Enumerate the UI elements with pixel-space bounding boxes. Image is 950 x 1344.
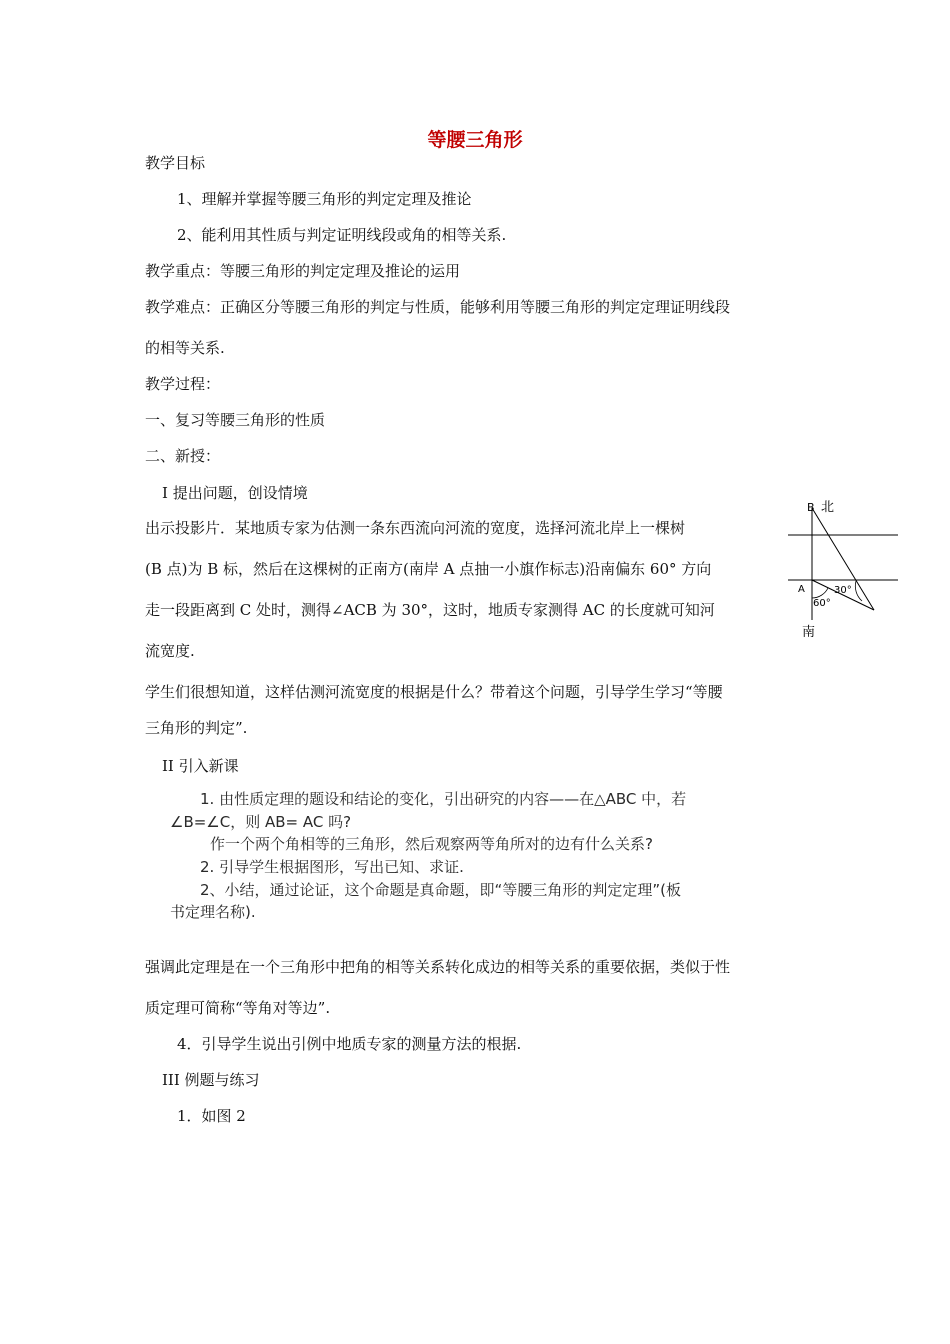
- section-heading-1: 一、复习等腰三角形的性质: [145, 411, 326, 429]
- label-south: 南: [802, 625, 816, 640]
- paragraph-1-line-2: (B 点)为 B 标，然后在这棵树的正南方(南岸 A 点抽一小旗作标志)沿南偏东 60° 方向: [145, 560, 712, 578]
- goals-heading: 教学目标: [145, 154, 206, 172]
- page-title: 等腰三角形: [427, 129, 523, 151]
- embedded-text-line-4: 2. 引导学生根据图形，写出已知、求证.: [200, 858, 464, 876]
- difficulty-line-1: 教学难点：正确区分等腰三角形的判定与性质，能够利用等腰三角形的判定定理证明线段: [145, 298, 731, 316]
- embedded-text-line-1: 1. 由性质定理的题设和结论的变化，引出研究的内容——在△ABC 中，若: [200, 790, 687, 808]
- paragraph-1-line-1: 出示投影片．某地质专家为估测一条东西流向河流的宽度，选择河流北岸上一棵树: [145, 519, 686, 537]
- river-diagram: [788, 495, 898, 645]
- part-heading-1: I 提出问题，创设情境: [162, 484, 308, 502]
- paragraph-1-line-4: 流宽度.: [145, 642, 195, 660]
- example-1: 1．如图 2: [177, 1107, 246, 1125]
- embedded-text-line-6: 书定理名称).: [170, 903, 256, 921]
- label-a: A: [798, 584, 805, 595]
- paragraph-3-line-1: 强调此定理是在一个三角形中把角的相等关系转化成边的相等关系的重要依据，类似于性: [145, 958, 731, 976]
- label-angle-60: 60°: [813, 598, 831, 609]
- item-4: 4．引导学生说出引例中地质专家的测量方法的根据.: [177, 1035, 522, 1053]
- key-point: 教学重点：等腰三角形的判定定理及推论的运用: [145, 262, 461, 280]
- label-north: 北: [821, 500, 835, 515]
- part-heading-3: III 例题与练习: [162, 1071, 260, 1089]
- paragraph-2-line-1: 学生们很想知道，这样估测河流宽度的根据是什么？带着这个问题，引导学生学习“等腰: [145, 683, 723, 701]
- embedded-text-line-5: 2、小结，通过论证，这个命题是真命题，即“等腰三角形的判定定理”(板: [200, 881, 681, 899]
- goal-item-1: 1、理解并掌握等腰三角形的判定定理及推论: [177, 190, 472, 208]
- embedded-text-line-3: 作一个两个角相等的三角形，然后观察两等角所对的边有什么关系?: [210, 835, 653, 853]
- embedded-text-line-2: ∠B=∠C，则 AB= AC 吗?: [170, 813, 352, 831]
- angle-60-arc: [812, 588, 828, 598]
- paragraph-2-line-2: 三角形的判定”.: [145, 719, 248, 737]
- process-heading: 教学过程：: [145, 375, 221, 393]
- label-angle-30: 30°: [834, 585, 852, 596]
- section-heading-2: 二、新授：: [145, 447, 221, 465]
- paragraph-3-line-2: 质定理可简称“等角对等边”.: [145, 999, 331, 1017]
- goal-item-2: 2、能利用其性质与判定证明线段或角的相等关系.: [177, 226, 507, 244]
- part-heading-2: II 引入新课: [162, 757, 239, 775]
- difficulty-line-2: 的相等关系.: [145, 339, 225, 357]
- label-b: B: [807, 501, 815, 514]
- paragraph-1-line-3: 走一段距离到 C 处时，测得∠ACB 为 30°，这时，地质专家测得 AC 的长度就可知河: [145, 601, 715, 619]
